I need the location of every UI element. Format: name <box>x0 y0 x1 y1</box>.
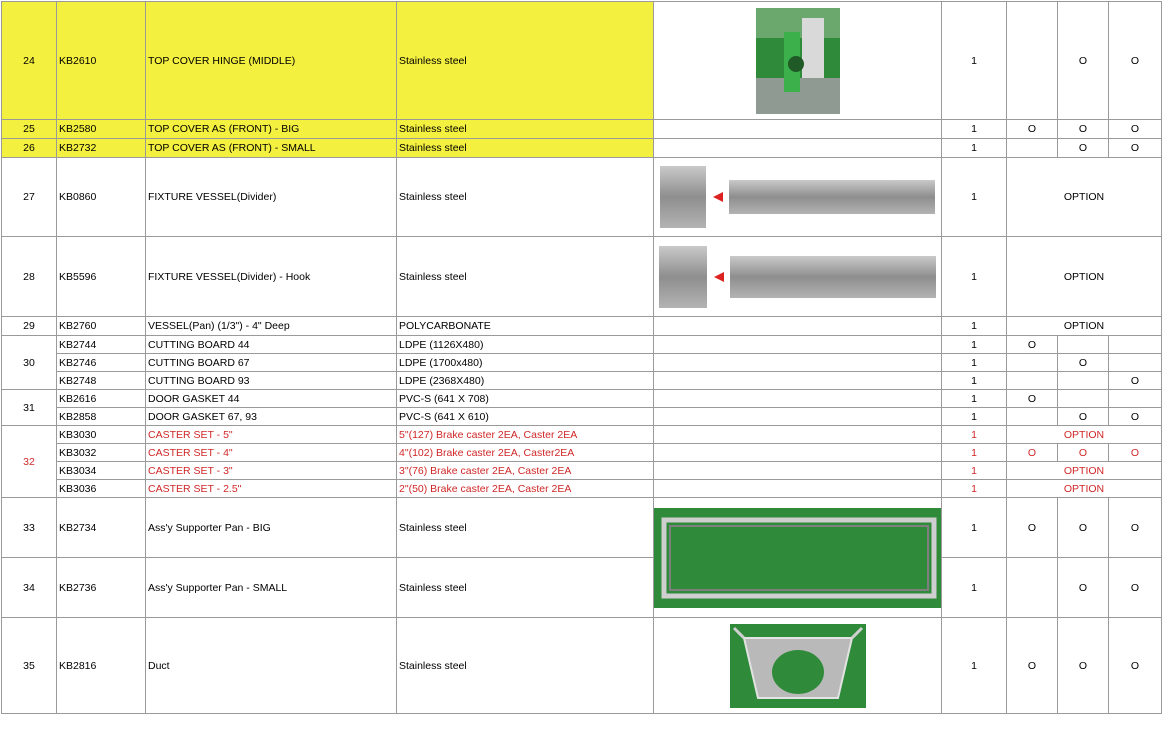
model-67-mark: O <box>1058 618 1109 714</box>
part-material: Stainless steel <box>397 120 654 139</box>
table-row <box>2 480 1162 498</box>
row-number: 34 <box>2 558 57 618</box>
quantity: 1 <box>942 498 1007 558</box>
model-67-mark: O <box>1058 354 1109 372</box>
part-name: DOOR GASKET 44 <box>146 390 397 408</box>
part-code: KB0860 <box>57 158 146 237</box>
part-code: KB3030 <box>57 426 146 444</box>
part-material: 4"(102) Brake caster 2EA, Caster2EA <box>397 444 654 462</box>
option-label: OPTION <box>1007 426 1162 444</box>
photo-cell-empty <box>654 462 942 480</box>
part-material: Stainless steel <box>397 558 654 618</box>
divider-detail-image <box>660 166 706 228</box>
quantity: 1 <box>942 426 1007 444</box>
row-number: 30 <box>2 336 57 390</box>
photo-cell-empty <box>654 317 942 336</box>
model-44-mark: O <box>1007 120 1058 139</box>
quantity: 1 <box>942 317 1007 336</box>
quantity: 1 <box>942 408 1007 426</box>
part-material: 3"(76) Brake caster 2EA, Caster 2EA <box>397 462 654 480</box>
table-row <box>2 390 1162 408</box>
model-67-mark: O <box>1058 139 1109 158</box>
part-code: KB2858 <box>57 408 146 426</box>
part-code: KB2580 <box>57 120 146 139</box>
part-code: KB2816 <box>57 618 146 714</box>
quantity: 1 <box>942 390 1007 408</box>
quantity: 1 <box>942 2 1007 120</box>
duct-image <box>730 624 866 708</box>
photo-cell-empty <box>654 408 942 426</box>
quantity: 1 <box>942 618 1007 714</box>
part-material: LDPE (2368X480) <box>397 372 654 390</box>
photo-cell-empty <box>654 139 942 158</box>
hook-image <box>730 256 936 298</box>
photo-cell-empty <box>654 372 942 390</box>
model-93-mark: O <box>1109 618 1162 714</box>
part-code: KB5596 <box>57 237 146 317</box>
part-name: FIXTURE VESSEL(Divider) - Hook <box>146 237 397 317</box>
table-row <box>2 426 1162 444</box>
model-67-mark: O <box>1058 558 1109 618</box>
part-code: KB2736 <box>57 558 146 618</box>
part-material: Stainless steel <box>397 237 654 317</box>
table-row <box>2 158 1162 237</box>
model-44-mark: O <box>1007 444 1058 462</box>
option-label: OPTION <box>1007 480 1162 498</box>
table-row <box>2 139 1162 158</box>
photo-cell-empty <box>654 120 942 139</box>
photo-cell-empty <box>654 354 942 372</box>
duct-photo <box>654 618 942 714</box>
option-label: OPTION <box>1007 158 1162 237</box>
photo-cell-empty <box>654 336 942 354</box>
option-label: OPTION <box>1007 237 1162 317</box>
table-row <box>2 618 1162 714</box>
part-code: KB2744 <box>57 336 146 354</box>
model-67-mark <box>1058 372 1109 390</box>
model-93-mark <box>1109 354 1162 372</box>
part-name: CASTER SET - 3" <box>146 462 397 480</box>
parts-table <box>1 1 1162 714</box>
model-44-mark <box>1007 354 1058 372</box>
model-44-mark: O <box>1007 390 1058 408</box>
model-93-mark: O <box>1109 139 1162 158</box>
model-67-mark <box>1058 336 1109 354</box>
part-name: CUTTING BOARD 44 <box>146 336 397 354</box>
row-number: 24 <box>2 2 57 120</box>
part-material: Stainless steel <box>397 498 654 558</box>
part-name: Duct <box>146 618 397 714</box>
part-code: KB2734 <box>57 498 146 558</box>
model-93-mark: O <box>1109 372 1162 390</box>
quantity: 1 <box>942 444 1007 462</box>
model-44-mark: O <box>1007 336 1058 354</box>
model-44-mark <box>1007 408 1058 426</box>
quantity: 1 <box>942 336 1007 354</box>
part-material: Stainless steel <box>397 618 654 714</box>
row-number: 28 <box>2 237 57 317</box>
part-name: CASTER SET - 5" <box>146 426 397 444</box>
row-number: 29 <box>2 317 57 336</box>
part-code: KB2732 <box>57 139 146 158</box>
table-row <box>2 2 1162 120</box>
part-code: KB2616 <box>57 390 146 408</box>
model-44-mark <box>1007 372 1058 390</box>
part-name: CASTER SET - 4" <box>146 444 397 462</box>
part-name: CASTER SET - 2.5" <box>146 480 397 498</box>
quantity: 1 <box>942 462 1007 480</box>
option-label: OPTION <box>1007 317 1162 336</box>
part-material: Stainless steel <box>397 139 654 158</box>
photo-cell-empty <box>654 480 942 498</box>
photo-cell-empty <box>654 444 942 462</box>
divider-photo <box>654 158 942 237</box>
hook-detail-image <box>659 246 707 308</box>
part-material: Stainless steel <box>397 2 654 120</box>
table-row <box>2 462 1162 480</box>
model-67-mark: O <box>1058 444 1109 462</box>
quantity: 1 <box>942 354 1007 372</box>
model-93-mark: O <box>1109 2 1162 120</box>
supporter-pan-image <box>654 508 942 608</box>
part-code: KB2760 <box>57 317 146 336</box>
table-row <box>2 444 1162 462</box>
part-material: PVC-S (641 X 708) <box>397 390 654 408</box>
model-67-mark <box>1058 390 1109 408</box>
table-row <box>2 336 1162 354</box>
divider-image <box>729 180 935 214</box>
model-44-mark <box>1007 558 1058 618</box>
part-name: Ass'y Supporter Pan - SMALL <box>146 558 397 618</box>
model-44-mark <box>1007 139 1058 158</box>
model-67-mark: O <box>1058 120 1109 139</box>
model-93-mark <box>1109 336 1162 354</box>
quantity: 1 <box>942 372 1007 390</box>
quantity: 1 <box>942 158 1007 237</box>
part-code: KB2610 <box>57 2 146 120</box>
part-name: DOOR GASKET 67, 93 <box>146 408 397 426</box>
part-name: CUTTING BOARD 67 <box>146 354 397 372</box>
row-number: 35 <box>2 618 57 714</box>
quantity: 1 <box>942 120 1007 139</box>
quantity: 1 <box>942 480 1007 498</box>
row-number: 25 <box>2 120 57 139</box>
part-material: PVC-S (641 X 610) <box>397 408 654 426</box>
table-row <box>2 498 1162 558</box>
table-row <box>2 237 1162 317</box>
row-number: 26 <box>2 139 57 158</box>
model-67-mark: O <box>1058 2 1109 120</box>
part-name: Ass'y Supporter Pan - BIG <box>146 498 397 558</box>
row-number: 27 <box>2 158 57 237</box>
quantity: 1 <box>942 558 1007 618</box>
table-row <box>2 317 1162 336</box>
model-93-mark: O <box>1109 120 1162 139</box>
part-code: KB3036 <box>57 480 146 498</box>
photo-cell-empty <box>654 390 942 408</box>
row-number: 31 <box>2 390 57 426</box>
part-name: FIXTURE VESSEL(Divider) <box>146 158 397 237</box>
part-material: LDPE (1700x480) <box>397 354 654 372</box>
table-row <box>2 372 1162 390</box>
model-93-mark: O <box>1109 408 1162 426</box>
part-material: 5"(127) Brake caster 2EA, Caster 2EA <box>397 426 654 444</box>
row-number: 33 <box>2 498 57 558</box>
model-67-mark: O <box>1058 498 1109 558</box>
arrow-left-icon <box>713 192 723 202</box>
part-name: VESSEL(Pan) (1/3") - 4" Deep <box>146 317 397 336</box>
model-67-mark: O <box>1058 408 1109 426</box>
table-row <box>2 120 1162 139</box>
model-44-mark: O <box>1007 618 1058 714</box>
part-material: LDPE (1126X480) <box>397 336 654 354</box>
quantity: 1 <box>942 237 1007 317</box>
row-number: 32 <box>2 426 57 498</box>
model-93-mark <box>1109 390 1162 408</box>
option-label: OPTION <box>1007 462 1162 480</box>
part-name: TOP COVER AS (FRONT) - SMALL <box>146 139 397 158</box>
table-row <box>2 408 1162 426</box>
part-name: CUTTING BOARD 93 <box>146 372 397 390</box>
model-93-mark: O <box>1109 498 1162 558</box>
quantity: 1 <box>942 139 1007 158</box>
hook-photo <box>654 237 942 317</box>
model-44-mark <box>1007 2 1058 120</box>
part-material: POLYCARBONATE <box>397 317 654 336</box>
photo-cell-empty <box>654 426 942 444</box>
part-code: KB3032 <box>57 444 146 462</box>
part-material: Stainless steel <box>397 158 654 237</box>
part-code: KB3034 <box>57 462 146 480</box>
hinge-image <box>756 8 840 114</box>
part-name: TOP COVER HINGE (MIDDLE) <box>146 2 397 120</box>
part-code: KB2748 <box>57 372 146 390</box>
model-93-mark: O <box>1109 444 1162 462</box>
part-name: TOP COVER AS (FRONT) - BIG <box>146 120 397 139</box>
table-row <box>2 354 1162 372</box>
hinge-photo <box>654 2 942 120</box>
table-row <box>2 558 1162 618</box>
part-material: 2"(50) Brake caster 2EA, Caster 2EA <box>397 480 654 498</box>
model-44-mark: O <box>1007 498 1058 558</box>
arrow-left-icon <box>714 272 724 282</box>
supporter-pan-photo <box>654 498 942 618</box>
part-code: KB2746 <box>57 354 146 372</box>
model-93-mark: O <box>1109 558 1162 618</box>
